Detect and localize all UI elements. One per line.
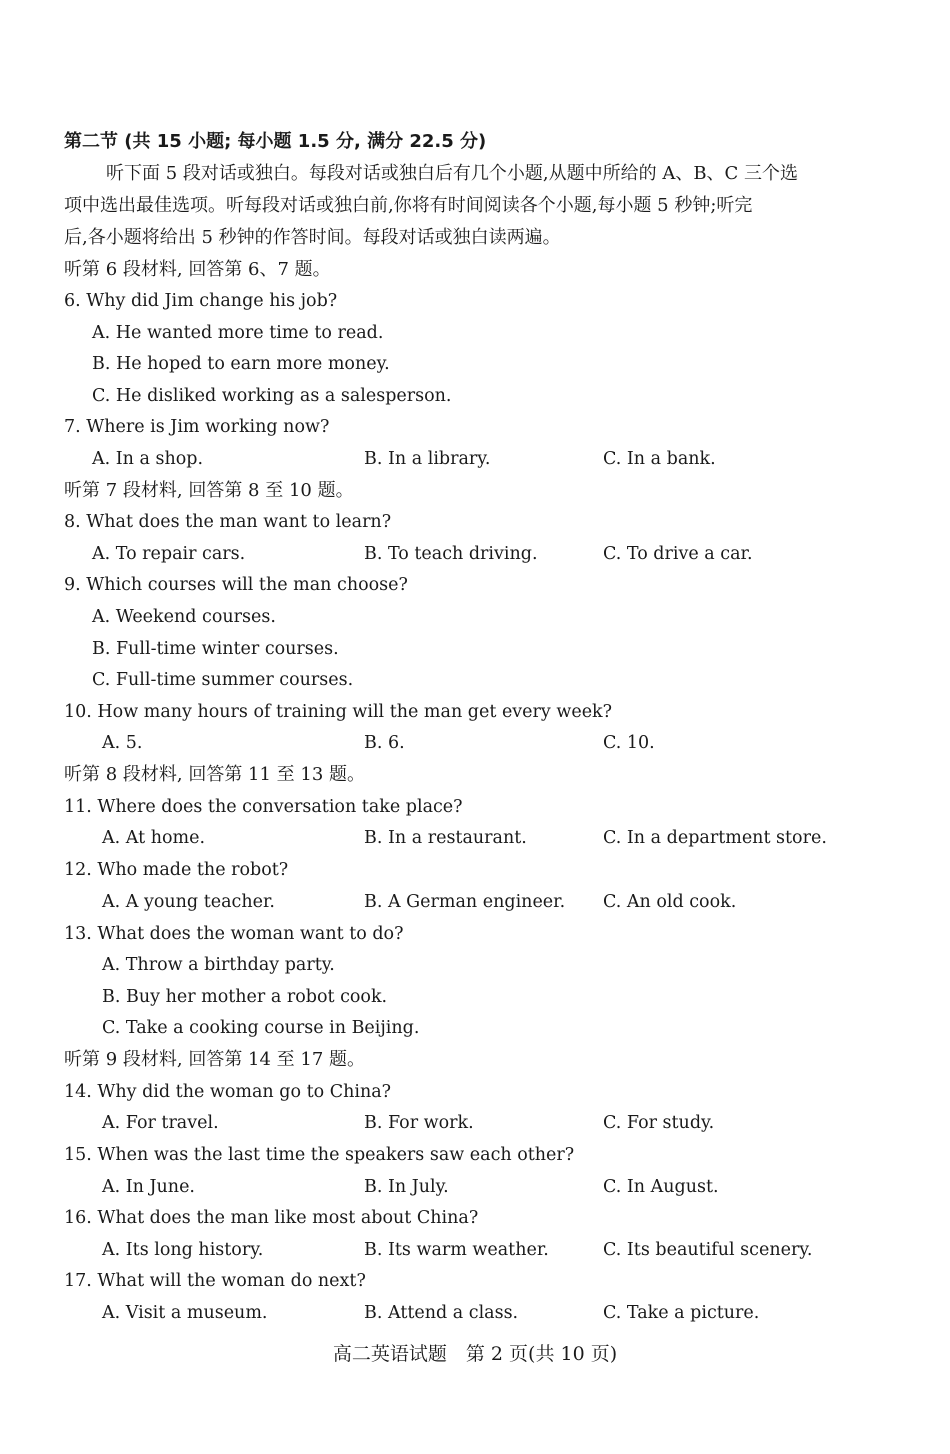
answer-option: C. Its beautiful scenery. — [603, 1240, 813, 1260]
answer-option: C. In August. — [603, 1177, 719, 1197]
answer-options-row — [0, 538, 950, 570]
answer-option: B. In a restaurant. — [364, 828, 527, 848]
answer-option: A. Weekend courses. — [92, 607, 276, 627]
answer-option: B. In July. — [364, 1177, 449, 1197]
answer-option: C. 10. — [603, 733, 655, 753]
question-stem: 15. When was the last time the speakers saw each other? — [64, 1145, 575, 1165]
answer-option: C. Take a picture. — [603, 1303, 760, 1323]
instructions-line: 后,各小题将给出 5 秒钟的作答时间。每段对话或独白读两遍。 — [64, 227, 561, 248]
answer-options-row — [0, 822, 950, 854]
answer-option: A. He wanted more time to read. — [92, 323, 384, 343]
question-stem: 16. What does the man like most about China? — [64, 1208, 479, 1228]
answer-option: C. Take a cooking course in Beijing. — [102, 1018, 420, 1038]
answer-options-row — [0, 1171, 950, 1203]
answer-option: B. He hoped to earn more money. — [92, 354, 390, 374]
answer-option: C. Full-time summer courses. — [92, 670, 354, 690]
answer-options-row — [0, 727, 950, 759]
segment-header: 听第 9 段材料, 回答第 14 至 17 题。 — [64, 1049, 366, 1070]
answer-option: A. Visit a museum. — [102, 1303, 268, 1323]
question-stem: 14. Why did the woman go to China? — [64, 1082, 392, 1102]
question-stem: 9. Which courses will the man choose? — [64, 575, 408, 595]
answer-options-row — [0, 443, 950, 475]
answer-option: A. 5. — [102, 733, 143, 753]
answer-option: C. To drive a car. — [603, 544, 753, 564]
answer-option: B. For work. — [364, 1113, 474, 1133]
answer-option: B. Its warm weather. — [364, 1240, 549, 1260]
answer-option: A. Throw a birthday party. — [102, 955, 335, 975]
answer-option: B. Full-time winter courses. — [92, 639, 339, 659]
answer-option: A. For travel. — [102, 1113, 219, 1133]
answer-option: B. To teach driving. — [364, 544, 538, 564]
question-stem: 12. Who made the robot? — [64, 860, 289, 880]
segment-header: 听第 6 段材料, 回答第 6、7 题。 — [64, 259, 331, 280]
answer-option: C. An old cook. — [603, 892, 737, 912]
question-stem: 17. What will the woman do next? — [64, 1271, 366, 1291]
segment-header: 听第 7 段材料, 回答第 8 至 10 题。 — [64, 480, 354, 501]
answer-option: C. For study. — [603, 1113, 715, 1133]
answer-option: B. In a library. — [364, 449, 491, 469]
answer-option: A. In June. — [102, 1177, 195, 1197]
page-footer: 高二英语试题 第 2 页(共 10 页) — [332, 1343, 618, 1365]
answer-option: A. In a shop. — [92, 449, 204, 469]
instructions-line: 听下面 5 段对话或独白。每段对话或独白后有几个小题,从题中所给的 A、B、C 三个选 — [106, 163, 799, 184]
answer-option: A. Its long history. — [102, 1240, 264, 1260]
answer-option: C. In a department store. — [603, 828, 827, 848]
answer-option: B. Attend a class. — [364, 1303, 519, 1323]
answer-option: A. To repair cars. — [92, 544, 246, 564]
answer-option: A. At home. — [102, 828, 206, 848]
question-stem: 13. What does the woman want to do? — [64, 924, 404, 944]
answer-option: C. He disliked working as a salesperson. — [92, 386, 452, 406]
answer-options-row — [0, 1107, 950, 1139]
section-heading: 第二节 (共 15 小题; 每小题 1.5 分, 满分 22.5 分) — [64, 131, 487, 152]
segment-header: 听第 8 段材料, 回答第 11 至 13 题。 — [64, 764, 366, 785]
question-stem: 10. How many hours of training will the man get every week? — [64, 702, 613, 722]
question-stem: 6. Why did Jim change his job? — [64, 291, 338, 311]
answer-option: B. A German engineer. — [364, 892, 566, 912]
answer-options-row — [0, 886, 950, 918]
question-stem: 11. Where does the conversation take place? — [64, 797, 463, 817]
answer-options-row — [0, 1297, 950, 1329]
answer-option: A. A young teacher. — [102, 892, 275, 912]
question-stem: 8. What does the man want to learn? — [64, 512, 392, 532]
answer-option: B. 6. — [364, 733, 405, 753]
answer-option: B. Buy her mother a robot cook. — [102, 987, 388, 1007]
instructions-line: 项中选出最佳选项。听每段对话或独白前,你将有时间阅读各个小题,每小题 5 秒钟;听完 — [64, 195, 753, 216]
question-stem: 7. Where is Jim working now? — [64, 417, 330, 437]
answer-option: C. In a bank. — [603, 449, 716, 469]
answer-options-row — [0, 1234, 950, 1266]
